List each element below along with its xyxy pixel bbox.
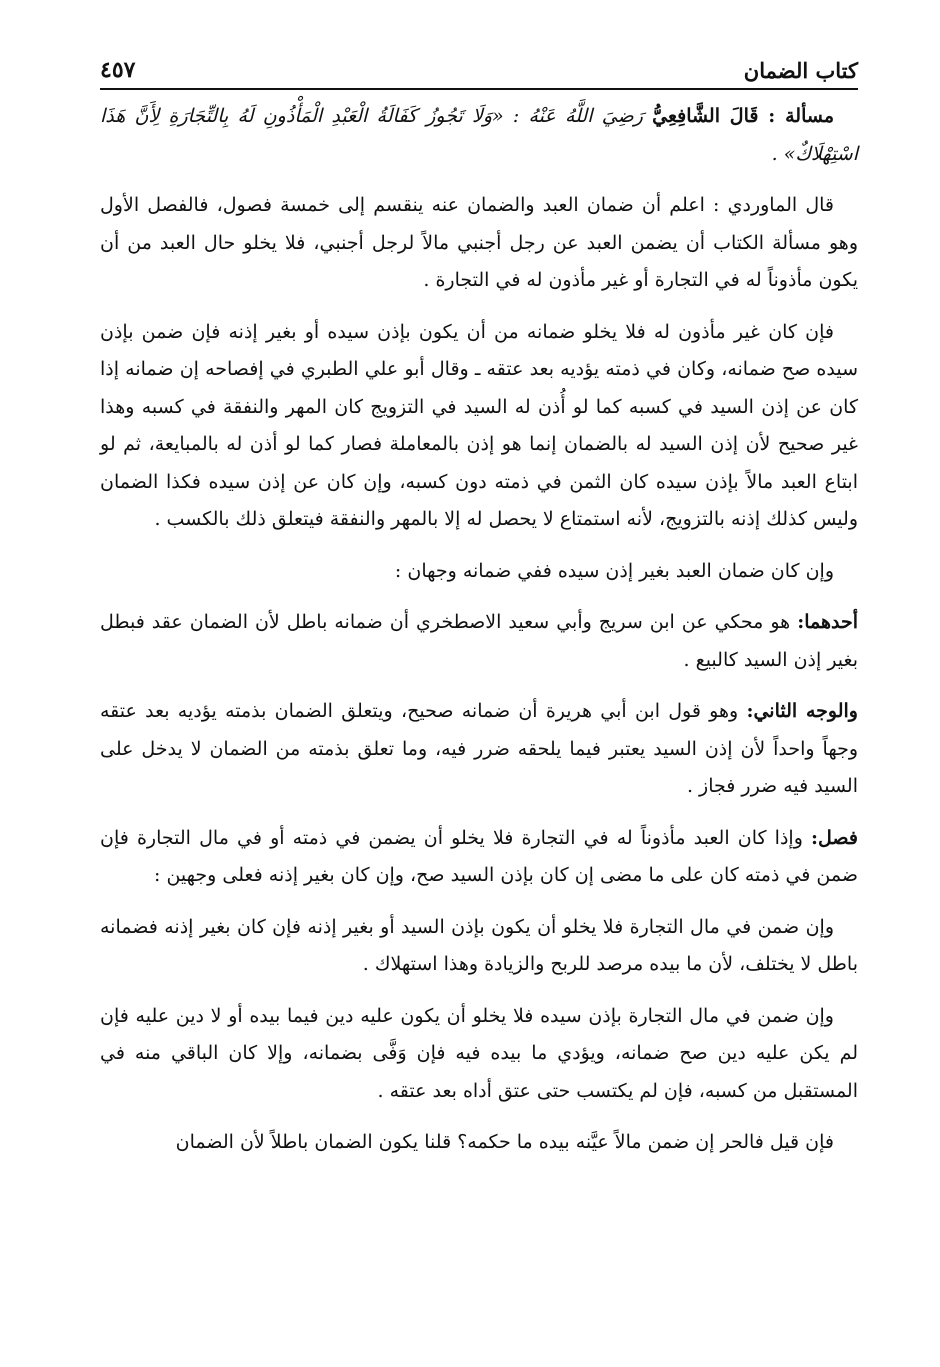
paragraph-text: وإذا كان العبد مأذوناً له في التجارة فلا يخلو أن يضمن في ذمته أو في مال التجارة فإن ضمن في ذمته كان على ما مضى إن كان بإذن السيد صح، وإن كان بغير إذنه فعلى وجهين : — [100, 826, 858, 886]
paragraph-lead: والوجه الثاني: — [746, 700, 858, 722]
paragraph-text: وهو قول ابن أبي هريرة أن ضمانه صحيح، ويتعلق الضمان بذمته يؤديه بعد عتقه وجهاً واحداً لأن إذن السيد يعتبر فيما يلحقه ضرر فيه، وما تعلق بذمته من الضمان لا يدخل على السيد فيه ضرر فجاز . — [100, 700, 858, 797]
paragraph — [100, 187, 858, 300]
paragraph-text: فإن كان غير مأذون له فلا يخلو ضمانه من أن يكون بإذن سيده أو بغير إذنه فإن ضمن بإذن سيده صح ضمانه، وكان في ذمته يؤديه بعد عتقه ـ وقال أبو علي الطبري في إفصاحه إن ضمانه إذا كان عن إذن السيد في كسبه كما لو أُذن له السيد في التزويج كان المهر والنفقة في كسبه وهذا غير صحيح لأن إذن السيد له بالضمان إنما هو إذن بالمعاملة فصار كما لو أذن له بالمبايعة، ثم لو ابتاع العبد مالاً بإذن سيده كان الثمن في ذمته دون كسبه، وإن كان عن إذن سيده فكذا الضمان وليس كذلك إذنه بالتزويج، لأنه استمتاع لا يحصل له إلا بالمهر والنفقة فيتعلق ذلك بالكسب . — [100, 320, 858, 530]
paragraph-second-opinion — [100, 693, 858, 806]
paragraph-masala — [100, 98, 858, 173]
paragraph — [100, 553, 858, 591]
paragraph-lead: فصل: — [811, 826, 858, 849]
book-page — [100, 0, 858, 1367]
paragraph-text: هو محكي عن ابن سريج وأبي سعيد الاصطخري أن ضمانه باطل لأن الضمان عقد فبطل بغير إذن السيد كالبيع . — [100, 611, 858, 671]
paragraph-lead: أحدهما: — [797, 611, 858, 633]
paragraph-text: قال الماوردي : اعلم أن ضمان العبد والضمان عنه ينقسم إلى خمسة فصول، فالفصل الأول وهو مسألة الكتاب أن يضمن العبد عن رجل أجنبي مالاً لرجل أجنبي، فلا يخلو حال العبد من أن يكون مأذوناً له في التجارة أو غير مأذون له في التجارة . — [100, 194, 858, 291]
paragraph-fasl — [100, 820, 858, 895]
paragraph-text: وإن ضمن في مال التجارة بإذن سيده فلا يخلو أن يكون عليه دين فيما بيده أو لا دين عليه فإن لم يكن عليه دين صح ضمانه، ويؤدي ما بيده فيه فإن وَفَّى بضمانه، وإلا كان الباقي منه في المستقبل من كسبه، فإن لم يكتسب حتى عتق أداه بعد عتقه . — [100, 1004, 858, 1102]
paragraph-lead: مسألة : قَالَ الشَّافِعِيُّ — [652, 105, 834, 127]
paragraph-text: رَضِيَ اللَّهُ عَنْهُ : «وَلَا تَجُوزُ كَفَالَةُ الْعَبْدِ الْمَأْذُونِ لَهُ بِالتِّجَارَةِ لِأَنَّ هَذَا اسْتِهْلَاكٌ» . — [100, 105, 858, 165]
paragraph-text: وإن كان ضمان العبد بغير إذن سيده ففي ضمانه وجهان : — [394, 559, 834, 582]
page-number: ٤٥٧ — [100, 57, 136, 83]
body-text — [100, 98, 858, 1176]
paragraph-text: فإن قيل فالحر إن ضمن مالاً عيَّنه بيده ما حكمه؟ قلنا يكون الضمان باطلاً لأن الضمان — [175, 1131, 834, 1153]
paragraph-first-opinion — [100, 604, 858, 679]
paragraph — [100, 909, 858, 984]
paragraph-text: وإن ضمن في مال التجارة فلا يخلو أن يكون بإذن السيد أو بغير إذنه فإن كان بغير إذنه فضمانه باطل لا يختلف، لأن ما بيده مرصد للربح والزيادة وهذا استهلاك . — [100, 915, 858, 975]
paragraph — [100, 998, 858, 1111]
running-header — [100, 52, 858, 90]
paragraph — [100, 314, 858, 539]
paragraph — [100, 1124, 858, 1162]
book-title: كتاب الضمان — [734, 58, 858, 83]
